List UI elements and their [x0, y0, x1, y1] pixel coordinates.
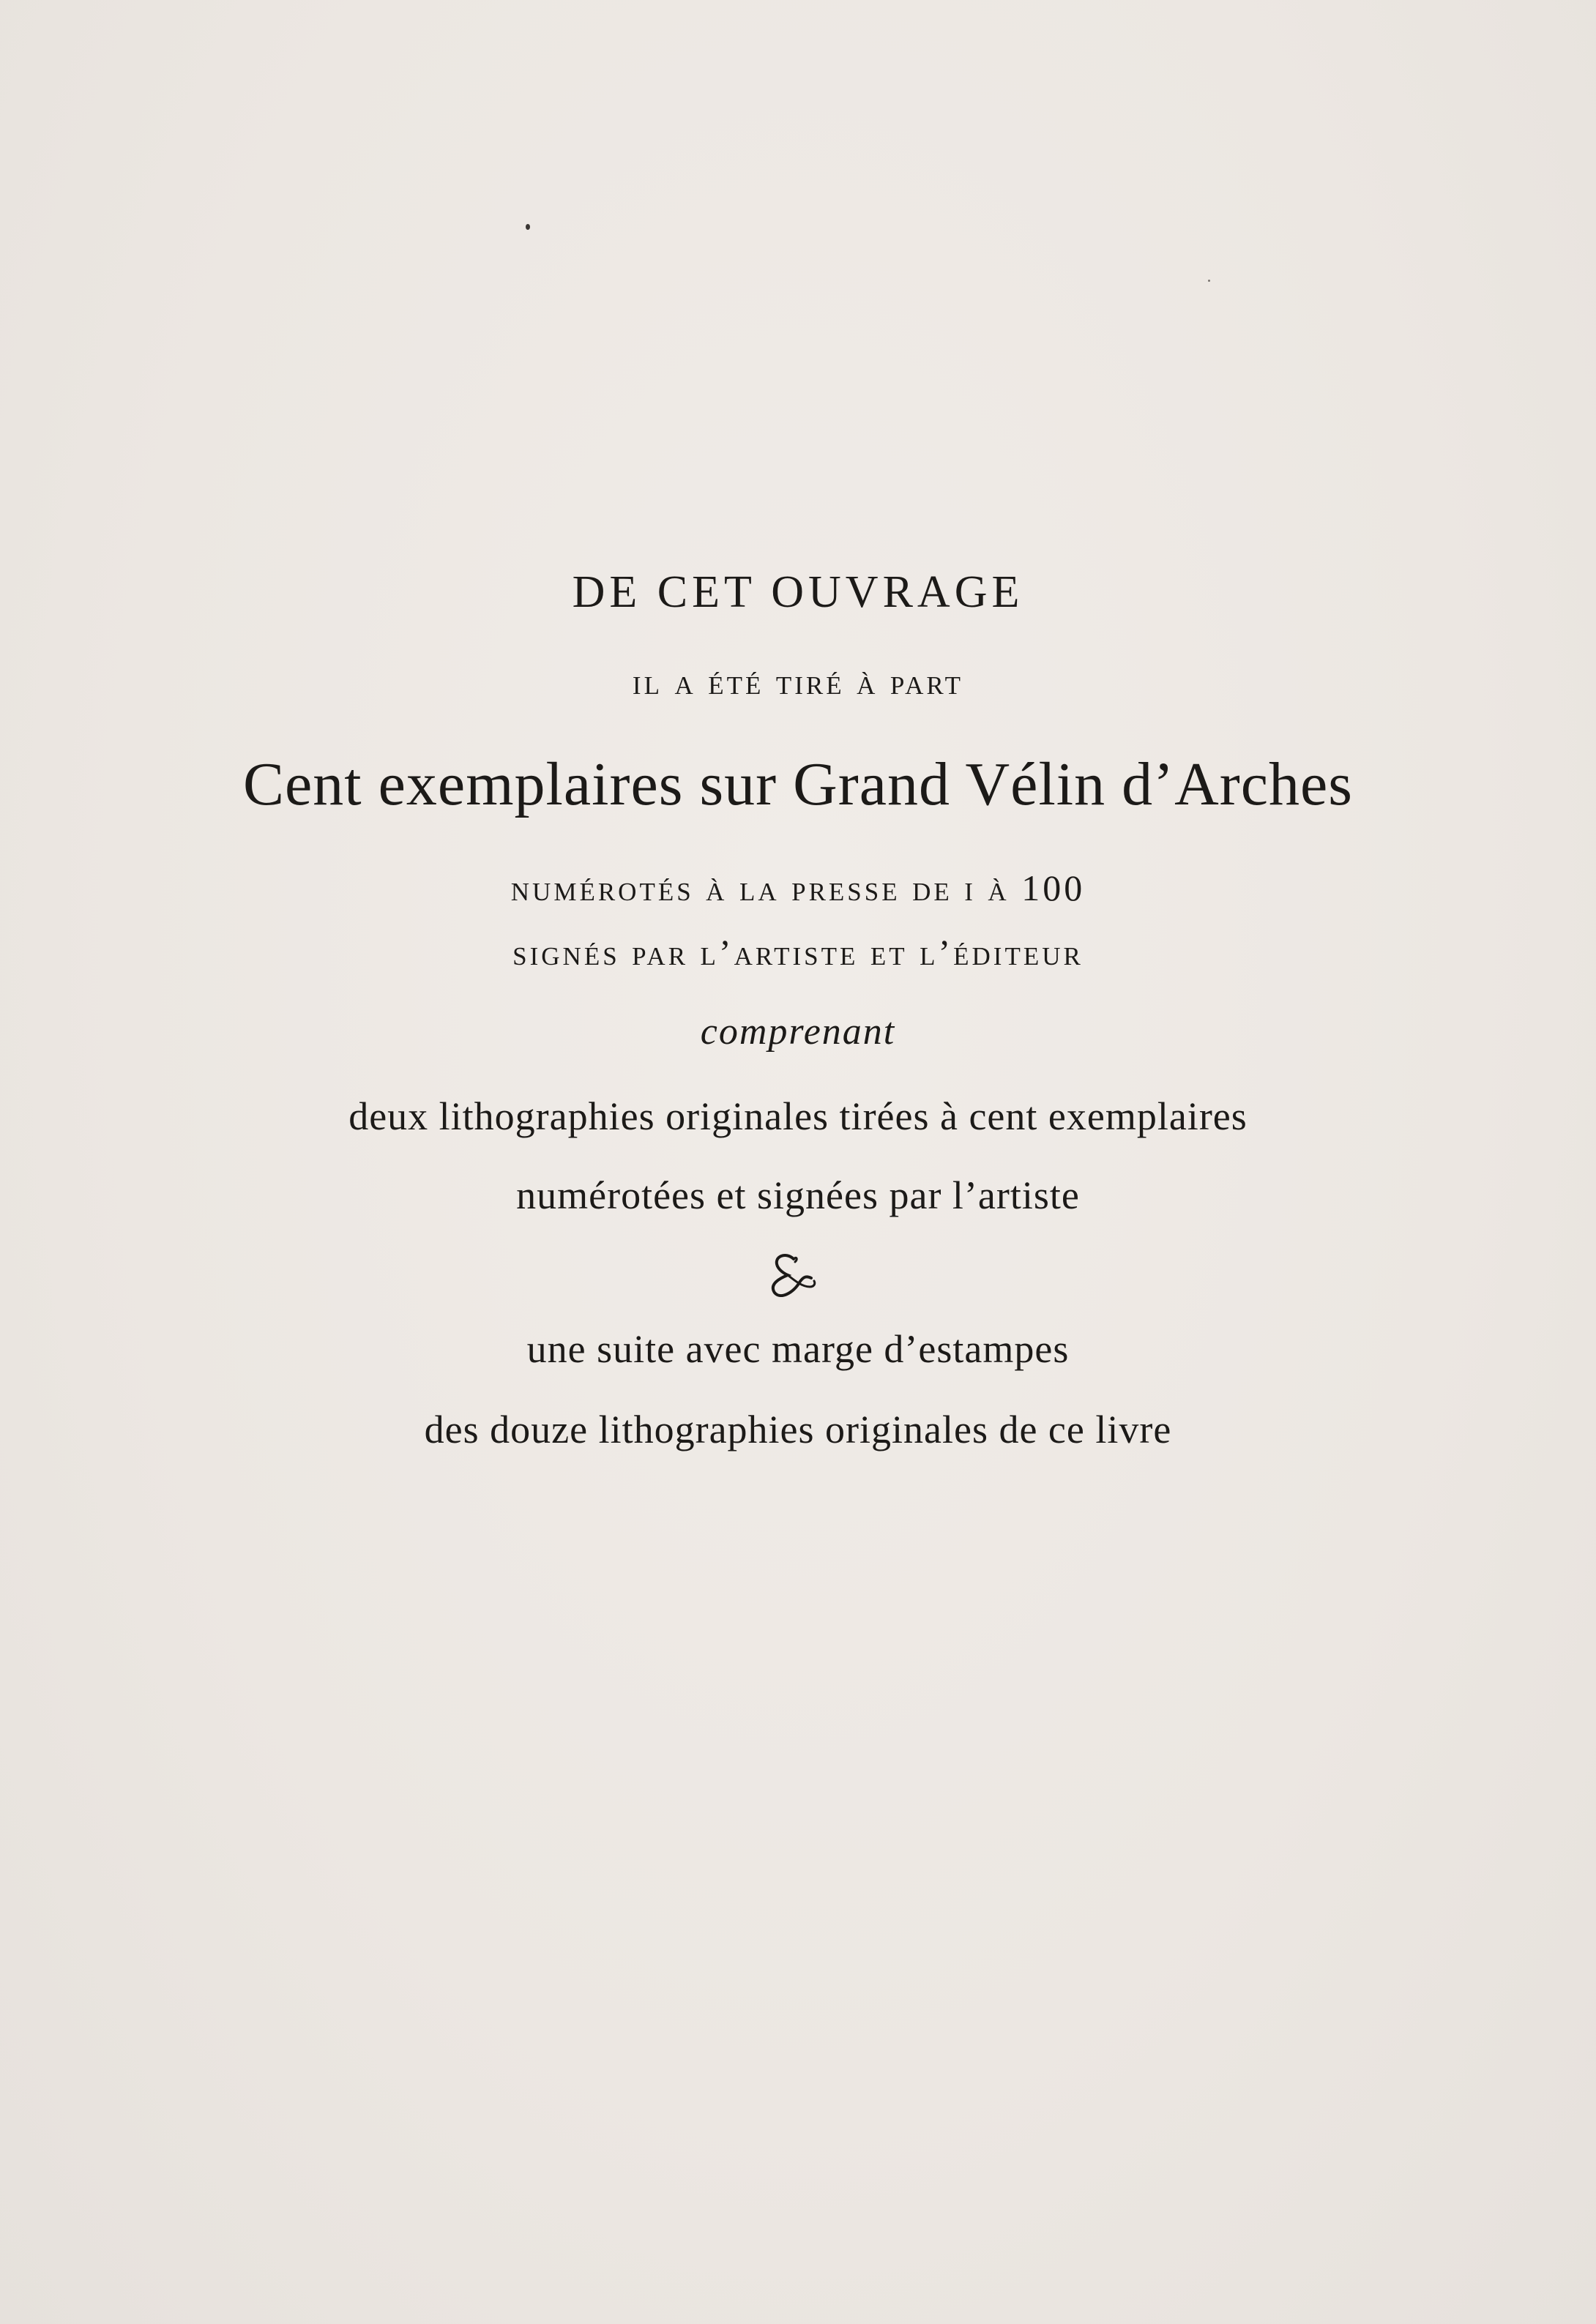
colophon-title: Cent exemplaires sur Grand Vélin d’Arches — [242, 750, 1353, 818]
ampersand-ornament-icon — [761, 1249, 820, 1300]
numbering-line: numérotés à la presse de i à 100 — [510, 867, 1086, 908]
colophon-subheading: il a été tiré à part — [632, 661, 964, 702]
suite-line: une suite avec marge d’estampes — [526, 1327, 1070, 1371]
ink-speck — [1208, 280, 1210, 282]
twelve-lithographs-line: des douze lithographies originales de ce livre — [424, 1408, 1172, 1451]
ampersand-ornament-svg — [761, 1249, 820, 1300]
lithographs-line: deux lithographies originales tirées à cent exemplaires — [348, 1094, 1248, 1138]
signed-line: signés par l’artiste et l’éditeur — [512, 932, 1084, 973]
numbered-signed-line: numérotées et signées par l’artiste — [516, 1173, 1080, 1217]
ink-speck — [526, 224, 530, 230]
comprising-label: comprenant — [700, 1011, 896, 1053]
colophon-heading: DE CET OUVRAGE — [572, 567, 1024, 617]
